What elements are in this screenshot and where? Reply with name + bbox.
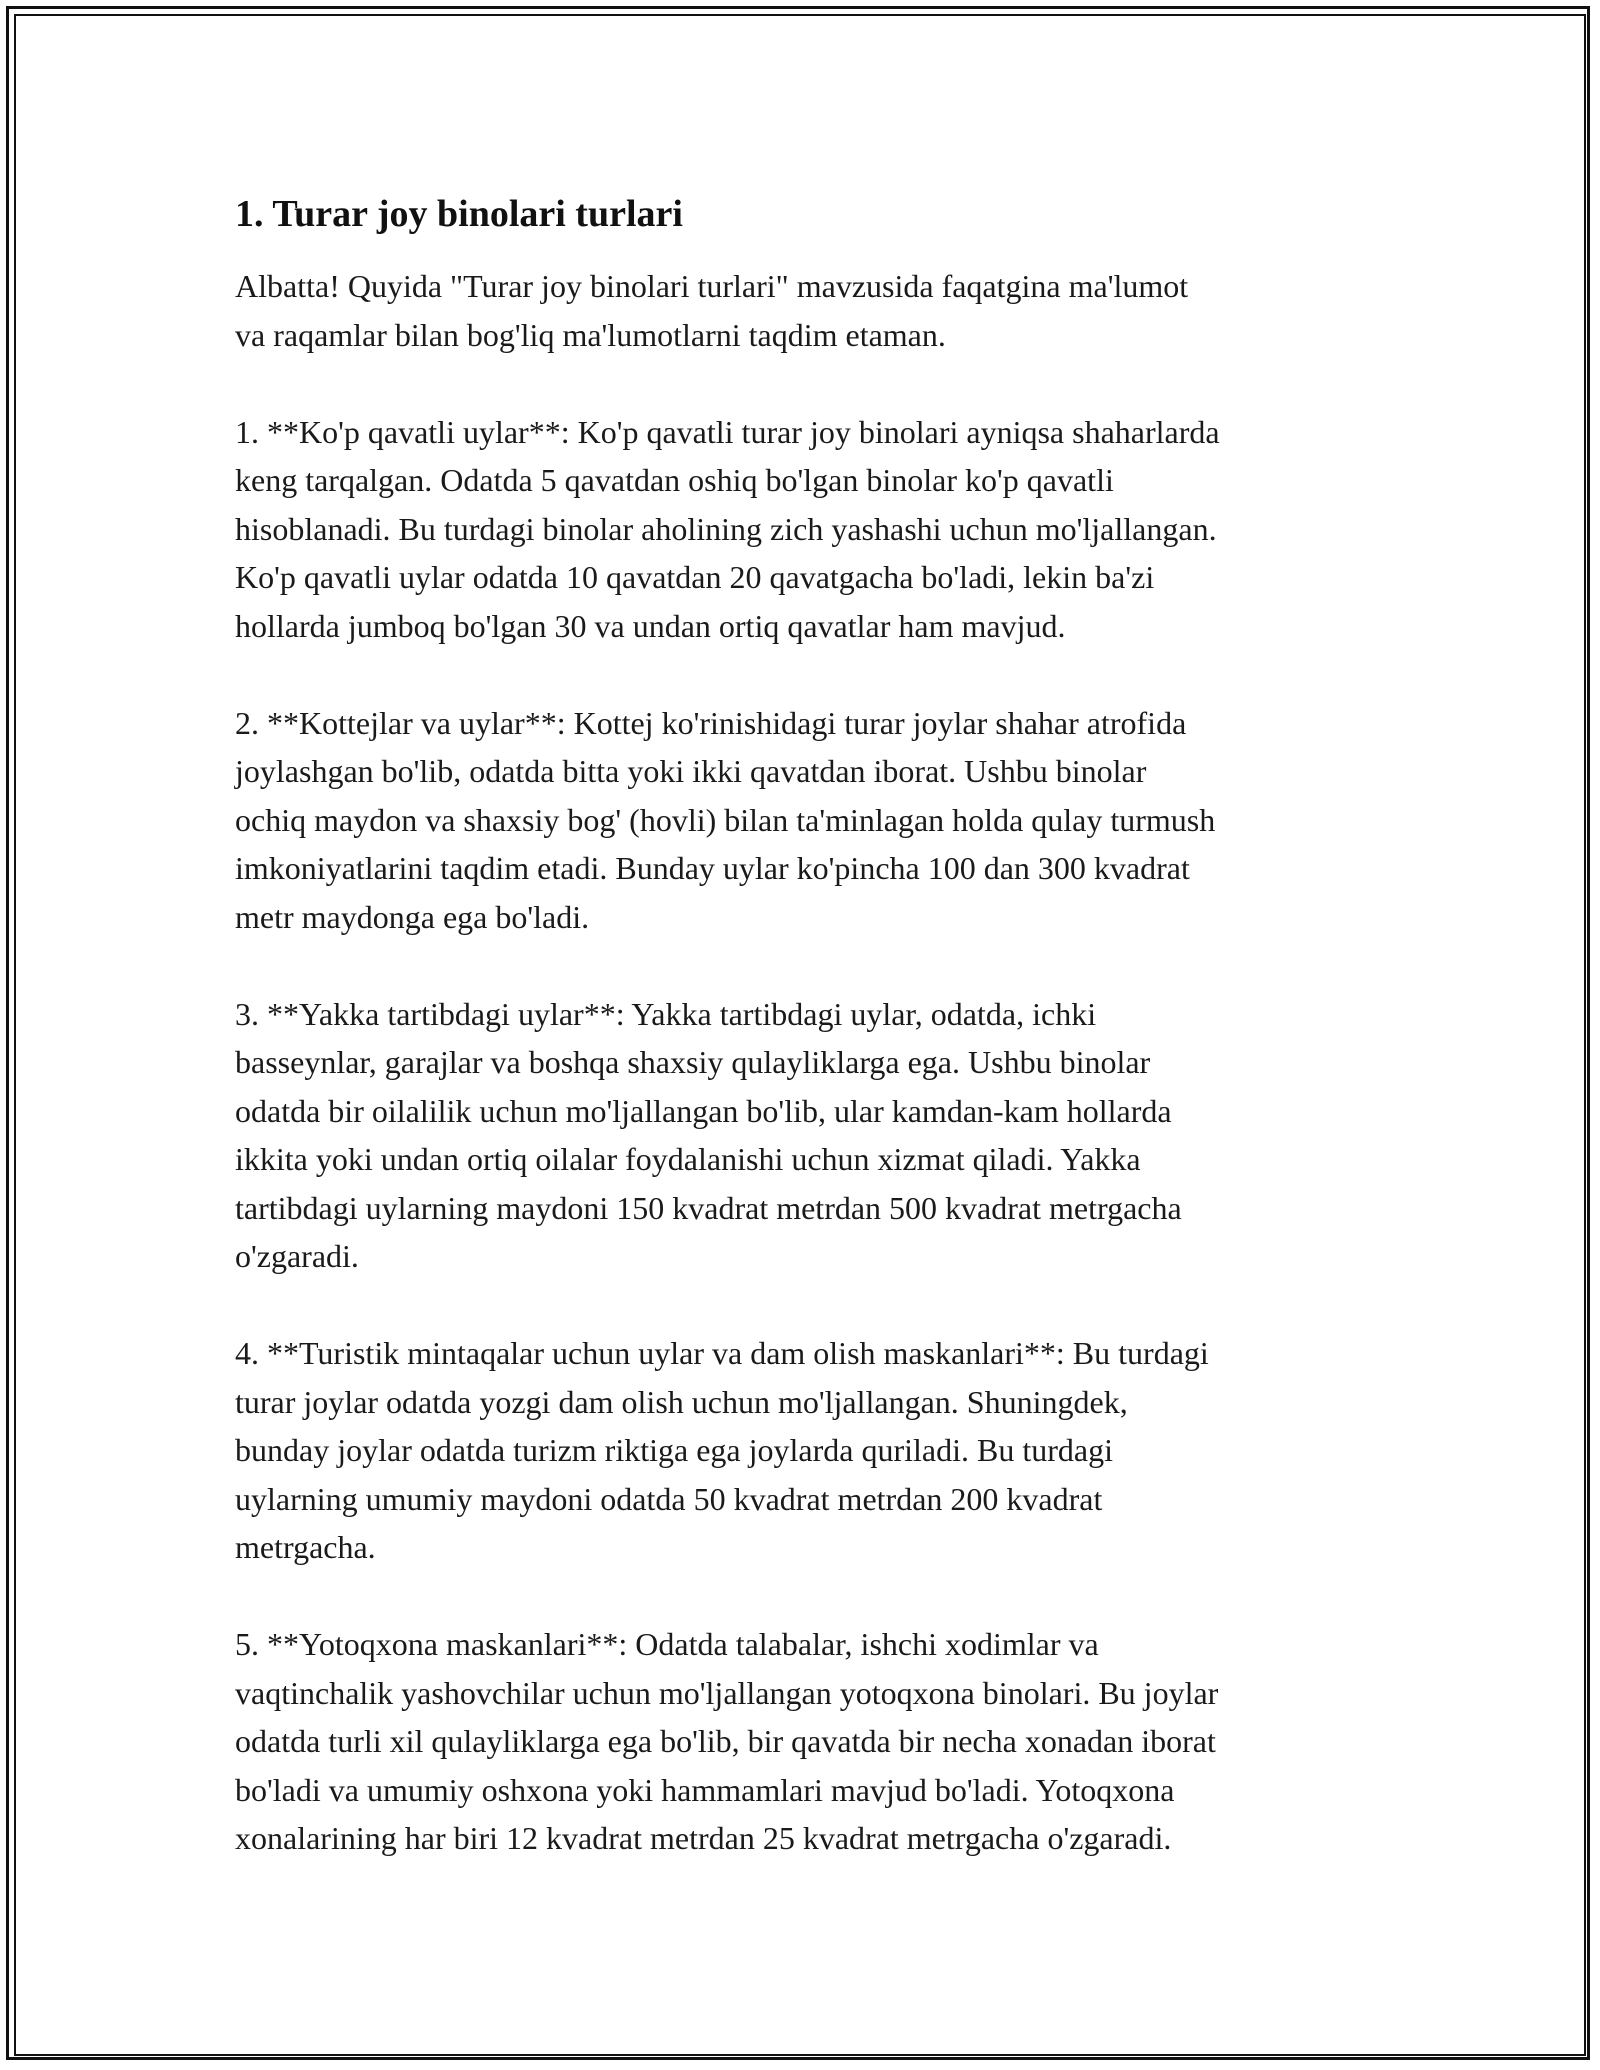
paragraph-multistorey-houses: 1. **Ko'p qavatli uylar**: Ko'p qavatli turar joy binolari ayniqsa shaharlarda keng tarqalgan. Odatda 5 qavatdan oshiq bo'lgan binolar ko'p qavatli hisoblanadi. Bu turdagi binolar aholining zich yashashi uchun mo'ljallangan. Ko'p qavatli uylar odatda 10 qavatdan 20 qavatgacha bo'ladi, lekin ba'zi hollarda jumboq bo'lgan 30 va undan ortiq qavatlar ham mavjud. [235,413,1220,644]
intro-paragraph: Albatta! Quyida "Turar joy binolari turlari" mavzusida faqatgina ma'lumot va raqamlar bilan bog'liq ma'lumotlarni taqdim etaman. [235,268,1189,353]
paragraph-dormitories: 5. **Yotoqxona maskanlari**: Odatda talabalar, ishchi xodimlar va vaqtinchalik yashovchilar uchun mo'ljallangan yotoqxona binolari. Bu joylar odatda turli xil qulayliklarga ega bo'lib, bir qavatda bir necha xonadan iborat bo'ladi va umumiy oshxona yoki hammamlari mavjud bo'ladi. Yotoqxona xonalarining har biri 12 kvadrat metrdan 25 kvadrat metrgacha o'zgaradi. [235,1626,1219,1856]
document-body [235,188,1375,1863]
paragraph-tourist-houses: 4. **Turistik mintaqalar uchun uylar va dam olish maskanlari**: Bu turdagi turar joylar odatda yozgi dam olish uchun mo'ljallangan. Shuningdek, bunday joylar odatda turizm riktiga ega joylarda quriladi. Bu turdagi uylarning umumiy maydoni odatda 50 kvadrat metrdan 200 kvadrat metrgacha. [235,1335,1209,1565]
paragraph-detached-houses: 3. **Yakka tartibdagi uylar**: Yakka tartibdagi uylar, odatda, ichki basseynlar, garajlar va boshqa shaxsiy qulayliklarga ega. Ushbu binolar odatda bir oilalilik uchun mo'ljallangan bo'lib, ular kamdan-kam hollarda ikkita yoki undan ortiq oilalar foydalanishi uchun xizmat qiladi. Yakka tartibdagi uylarning maydoni 150 kvadrat metrdan 500 kvadrat metrgacha o'zgaradi. [235,995,1182,1274]
paragraph-cottages: 2. **Kottejlar va uylar**: Kottej ko'rinishidagi turar joylar shahar atrofida joylashgan bo'lib, odatda bitta yoki ikki qavatdan iborat. Ushbu binolar ochiq maydon va shaxsiy bog' (hovli) bilan ta'minlagan holda qulay turmush imkoniyatlarini taqdim etadi. Bunday uylar ko'pincha 100 dan 300 kvadrat metr maydonga ega bo'ladi. [235,704,1216,935]
document-title: 1. Turar joy binolari turlari [235,193,683,235]
